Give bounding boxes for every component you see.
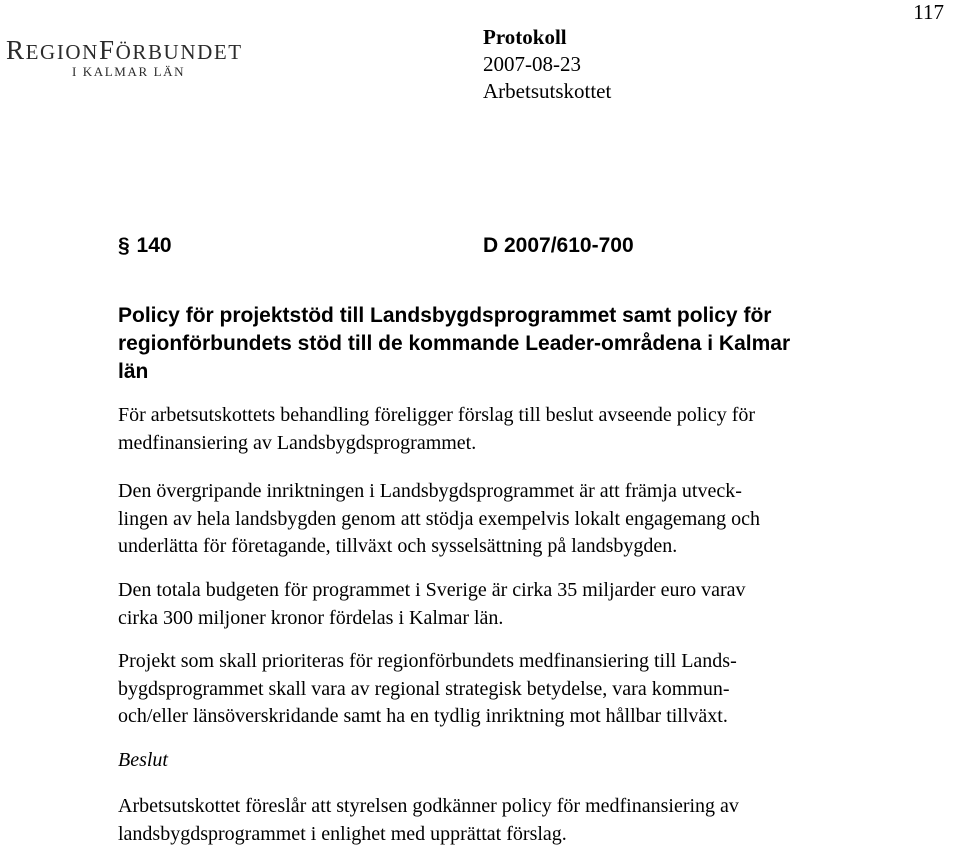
paragraph-intro — [118, 402, 878, 457]
paragraph-line: bygdsprogrammet skall vara av regional strategisk betydelse, vara kommun- — [118, 677, 730, 700]
decision-label: Beslut — [118, 749, 168, 771]
paragraph-line: underlätta för företagande, tillväxt och sysselsättning på landsbygden. — [118, 535, 678, 557]
paragraph-line: landsbygdsprogrammet i enlighet med upprättat förslag. — [118, 822, 567, 845]
section-heading — [118, 232, 634, 260]
section-number: 140 — [136, 234, 172, 257]
paragraph-line: cirka 300 miljoner kronor fördelas i Kalmar län. — [118, 606, 504, 629]
paragraph-line: Arbetsutskottet föreslår att styrelsen godkänner policy för medfinansiering av — [118, 795, 739, 817]
page-number: 117 — [913, 0, 944, 24]
decision-text — [118, 793, 878, 848]
heading-line: län — [118, 360, 149, 383]
paragraph-line: lingen av hela landsbygden genom att stödja exempelvis lokalt engagemang och — [118, 507, 761, 530]
heading-line: regionförbundets stöd till de kommande Leader-områdena i Kalmar — [118, 332, 791, 355]
document-header — [483, 24, 611, 105]
logo-subtitle: I KALMAR LÄN — [72, 64, 186, 79]
paragraph-line: Den övergripande inriktningen i Landsbygdsprogrammet är att främja utveck- — [118, 480, 742, 502]
section-mark: § — [118, 234, 130, 257]
paragraph-line: medfinansiering av Landsbygdsprogrammet. — [118, 431, 477, 454]
paragraph-priorities — [118, 648, 878, 731]
paragraph-line: Den totala budgeten för programmet i Sverige är cirka 35 miljarder euro varav — [118, 579, 746, 601]
paragraph-line: Projekt som skall prioriteras för regionförbundets medfinansiering till Lands- — [118, 650, 737, 672]
paragraph-orientation — [118, 478, 878, 561]
document-body: Arbetsutskottet — [483, 79, 612, 103]
item-heading — [118, 302, 898, 386]
heading-line: Policy för projektstöd till Landsbygdsprogrammet samt policy för — [118, 304, 772, 327]
document-type: Protokoll — [483, 25, 567, 49]
region-logo — [6, 35, 243, 79]
paragraph-line: och/eller länsöverskridande samt ha en tydlig inriktning mot hållbar tillväxt. — [118, 705, 728, 727]
document-date: 2007-08-23 — [483, 52, 581, 76]
logo-name: REGIONFÖRBUNDET — [6, 35, 243, 65]
case-reference: D 2007/610-700 — [483, 234, 634, 257]
paragraph-budget — [118, 577, 878, 632]
paragraph-line: För arbetsutskottets behandling föreligger förslag till beslut avseende policy för — [118, 404, 756, 426]
